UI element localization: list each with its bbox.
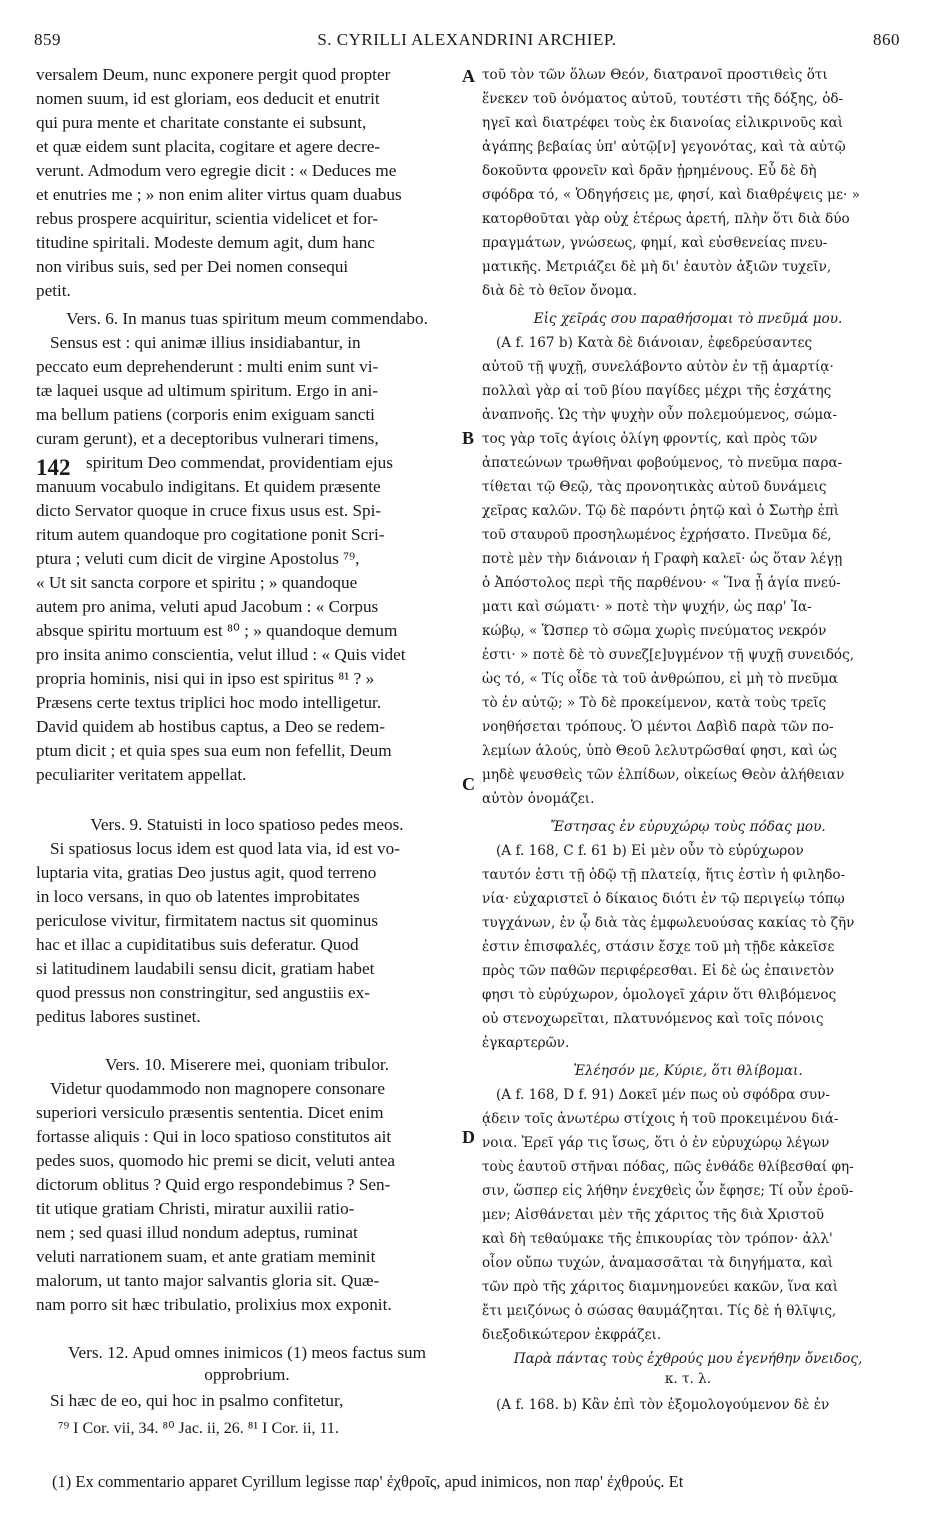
greek-line: νία· εὐχαριστεῖ ὁ δίκαιος διότι ἐν τῷ περιγείῳ τόπῳ — [482, 891, 845, 907]
greek-line: ἕνεκεν τοῦ ὀνόματος αὐτοῦ, τουτέστι τῆς δόξης, ὁδ- — [482, 91, 844, 107]
greek-line: νοηθήσεται τρόπους. Ὁ μέντοι Δαβὶδ παρὰ τῶν πο- — [482, 719, 834, 735]
margin-marker-d: D — [462, 1127, 475, 1147]
latin-line: spiritum Deo commendat, providentiam ejus — [86, 453, 393, 472]
latin-line: Si hæc de eo, qui hoc in psalmo confitetur, — [50, 1391, 344, 1410]
margin-marker-b: B — [462, 428, 475, 448]
greek-line: οὐ στενοχωρεῖται, πλατυνόμενος καὶ τοῖς πόνοις — [482, 1011, 824, 1027]
greek-line: τῶν πρὸ τῆς χάριτος διαμνημονεύει κακῶν, ἵνα καὶ — [482, 1279, 839, 1295]
greek-line: τυγχάνων, ἐν ᾧ διὰ τὰς ἐμφωλευούσας κακίας τὸ ζῆν — [482, 915, 855, 931]
greek-line: κώβῳ, « Ὥσπερ τὸ σῶμα χωρὶς πνεύματος νεκρόν — [482, 623, 827, 639]
greek-line: σιν, ὥσπερ εἰς λήθην ἐνεχθεὶς ὧν ἔφησε; Τί οὖν ἐροῦ- — [482, 1183, 854, 1199]
greek-line: (A f. 167 b) Κατὰ δὲ διάνοιαν, ἐφεδρεύσαντες — [496, 335, 813, 351]
latin-line: autem pro anima, veluti apud Jacobum : « Corpus — [36, 597, 379, 616]
greek-line: τὸ ἐν αὐτῷ; » Τὸ δὲ προκείμενον, κατὰ τοὺς τρεῖς — [482, 695, 827, 711]
greek-line: τίθεται τῷ Θεῷ, τὰς προνοητικὰς αὐτοῦ δυνάμεις — [482, 479, 827, 495]
greek-line: δοκοῦντα φρονεῖν καὶ δρᾶν ᾑρημένους. Εὖ δὲ δὴ — [482, 163, 817, 179]
greek-line: ἐγκαρτερῶν. — [482, 1035, 570, 1051]
greek-line: ἔτι μειζόνως ὁ σώσας θαυμάζηται. Τίς δὲ ἡ θλῖψις, — [482, 1303, 837, 1319]
greek-verse-heading: Παρὰ πάντας τοὺς ἐχθρούς μου ἐγενήθην ὄνειδος, — [513, 1351, 863, 1367]
margin-marker-c: C — [462, 774, 475, 794]
greek-line: ἀγάπης βεβαίας ὑπ' αὐτῷ[ν] γεγονότας, καὶ τὰ αὐτῷ — [482, 139, 846, 155]
latin-line: dictorum oblitus ? Quid ergo respondebimus ? Sen- — [36, 1175, 391, 1194]
greek-line: ᾴδειν τοῖς ἀνωτέρω στίχοις ἡ τοῦ προκειμένου διά- — [482, 1111, 839, 1127]
latin-line: pro insita animo conscientia, velut illud : « Quis videt — [36, 645, 406, 664]
greek-line: ἐστι· » ποτὲ δὲ τὸ συνεζ[ε]υγμένον τῇ ψυχῇ συνειδός, — [482, 647, 855, 663]
greek-line: πραγμάτων, γνώσεως, φημί, καὶ εὐσθενείας πνευ- — [482, 235, 828, 251]
greek-line: ὁ Ἀπόστολος περὶ τῆς παρθένου· « Ἵνα ᾖ ἁγία πνεύ- — [482, 575, 841, 591]
greek-line: τοῦ σταυροῦ προσηλωμένος ἐχρήσατο. Πνεῦμα δέ, — [482, 527, 832, 543]
greek-line: ἀπατεώνων τρωθῆναι φοβούμενος, τὸ πνεῦμα παρα- — [482, 455, 843, 471]
latin-line: peculiariter veritatem appellat. — [36, 765, 247, 784]
greek-line: τος γὰρ τοῖς ἁγίοις ὀλίγη φροντίς, καὶ πρὸς τῶν — [482, 431, 818, 447]
latin-line: periculose vivitur, firmitatem nactus sit quominus — [36, 911, 379, 930]
latin-line: propria hominis, nisi qui in ipso est spiritus ⁸¹ ? » — [36, 669, 375, 688]
greek-verse-heading: Ἔστησας ἐν εὐρυχώρῳ τοὺς πόδας μου. — [550, 819, 826, 835]
greek-line: ταυτόν ἐστι τῇ ὁδῷ τῇ πλατείᾳ, ἥτις ἐστὶν ἡ φιληδο- — [482, 867, 846, 883]
greek-line: μεν; Αἰσθάνεται μὲν τῆς χάριτος τῆς διὰ Χριστοῦ — [482, 1207, 825, 1223]
latin-line: Si spatiosus locus idem est quod lata via, id est vo- — [50, 839, 400, 858]
latin-line: veluti narrationem suam, et ante gratiam meminit — [36, 1247, 376, 1266]
latin-line: et enutries me ; » non enim aliter virtus quam duabus — [36, 185, 402, 204]
marginal-number: 142 — [36, 455, 71, 480]
latin-line: peditus labores sustinet. — [36, 1007, 201, 1026]
greek-line: ἀναπνοῆς. Ὡς τὴν ψυχὴν οὖν πολεμούμενος, σώμα- — [482, 407, 837, 423]
latin-line: ptum dicit ; et quia spes sua eum non fefellit, Deum — [36, 741, 392, 760]
greek-line: χεῖρας καλῶν. Τῷ δὲ παρόντι ῥητῷ καὶ ὁ Σωτὴρ ἐπὶ — [482, 503, 840, 519]
page-number-left: 859 — [34, 30, 61, 49]
latin-line: nomen suum, id est gloriam, eos deducit et enutrit — [36, 89, 380, 108]
greek-line: αὐτοῦ τῇ ψυχῇ, συνελάβοντο αὐτὸν ἐν τῇ ἁμαρτίᾳ· — [482, 359, 834, 375]
greek-line: οἷον οὔπω τυχών, ἀναμασσᾶται τὰ διηγήματα, καὶ — [482, 1255, 834, 1271]
footnotes: ⁷⁹ I Cor. vii, 34. ⁸⁰ Jac. ii, 26. ⁸¹ I Cor. ii, 11. — [58, 1420, 339, 1437]
latin-line: Præsens certe textus triplici hoc modo intelligetur. — [36, 693, 382, 712]
greek-line: φησι τὸ εὐρύχωρον, ὁμολογεῖ χάριν ὅτι θλιβόμενος — [482, 987, 837, 1003]
greek-verse-heading: Ἐλέησόν με, Κύριε, ὅτι θλίβομαι. — [573, 1063, 803, 1079]
latin-line: luptaria vita, gratias Deo justus agit, quod terreno — [36, 863, 377, 882]
latin-line: versalem Deum, nunc exponere pergit quod propter — [36, 65, 391, 84]
verse-heading: Vers. 12. Apud omnes inimicos (1) meos factus sum — [67, 1343, 427, 1362]
running-header — [34, 30, 900, 56]
page-number-right: 860 — [873, 30, 900, 49]
latin-line: Videtur quodammodo non magnopere consonare — [50, 1079, 385, 1098]
latin-line: quod pressus non constringitur, sed angustiis ex- — [36, 983, 370, 1002]
greek-line: ἐστιν ἐπισφαλές, στάσιν ἔσχε τοῦ μὴ τῇδε κἀκεῖσε — [482, 939, 835, 955]
latin-line: rebus prospere acquiritur, scientia videlicet et for- — [36, 209, 379, 228]
latin-line: titudine spiritali. Modeste demum agit, dum hanc — [36, 233, 375, 252]
greek-line: τοὺς ἑαυτοῦ στῆναι πόδας, πῶς ἐνθάδε θλίβεσθαί φη- — [482, 1159, 854, 1175]
latin-line: fortasse aliquis : Qui in loco spatioso constitutos ait — [36, 1127, 392, 1146]
greek-line: ματικῆς. Μετριάζει δὲ μὴ δι' ἑαυτὸν ἀξιῶν τυχεῖν, — [482, 259, 832, 275]
greek-line: καὶ δὴ τεθαύμακε τῆς ἐπικουρίας τὸν τρόπον· ἀλλ' — [482, 1231, 833, 1247]
latin-line: nam porro sit hæc tribulatio, prolixius mox exponit. — [36, 1295, 392, 1314]
greek-line: ηγεῖ καὶ διατρέφει τοὺς ἐκ διανοίας εἰλικρινοῦς καὶ — [482, 115, 844, 131]
latin-line: peccato eum deprehenderunt : multi enim sunt vi- — [36, 357, 379, 376]
greek-line: μηδὲ ψευσθεὶς τῶν ἐλπίδων, οἰκείως Θεὸν ἀλήθειαν — [482, 767, 845, 783]
greek-line: διὰ δὲ τὸ θεῖον ὄνομα. — [482, 283, 638, 299]
greek-line: πρὸς τῶν παθῶν περιφέρεσθαι. Εἰ δὲ ὡς ἐπαινετὸν — [482, 963, 835, 979]
greek-line: τοῦ τὸν τῶν ὅλων Θεόν, διατρανοῖ προστιθεὶς ὅτι — [482, 67, 828, 83]
greek-line: διεξοδικώτερον ἐκφράζει. — [482, 1327, 662, 1343]
latin-line: qui pura mente et charitate constante ei subsunt, — [36, 113, 367, 132]
greek-line: σφόδρα τό, « Ὁδηγήσεις με, φησί, καὶ διαθρέψεις με· » — [482, 187, 860, 203]
margin-marker-a: A — [462, 66, 475, 86]
latin-line: petit. — [36, 281, 71, 300]
latin-line: dicto Servator quoque in cruce fixus usus est. Spi- — [36, 501, 382, 520]
greek-verse-heading: Εἰς χεῖράς σου παραθήσομαι τὸ πνεῦμά μου. — [533, 311, 843, 327]
latin-line: superiori versiculo præsentis sententia. Dicet enim — [36, 1103, 384, 1122]
latin-line: malorum, ut tanto major salvantis gloria sit. Quæ- — [36, 1271, 380, 1290]
latin-line: « Ut sit sancta corpore et spiritu ; » quandoque — [36, 573, 358, 592]
latin-line: non viribus suis, sed per Dei nomen consequi — [36, 257, 349, 276]
latin-line: verunt. Admodum vero egregie dicit : « Deduces me — [36, 161, 397, 180]
greek-line: ματι καὶ σώματι· » ποτὲ τὴν ψυχήν, ὡς παρ' Ἰα- — [482, 599, 812, 615]
latin-line: tæ laquei usque ad ultimum spiritum. Ergo in ani- — [36, 381, 378, 400]
verse-heading: opprobrium. — [204, 1365, 290, 1384]
greek-verse-heading: κ. τ. λ. — [664, 1371, 712, 1387]
greek-line: πολλαὶ γὰρ αἱ τοῦ βίου παγίδες μέχρι τῆς ἐσχάτης — [482, 383, 832, 399]
latin-line: hac et illac a cupiditatibus suis deferatur. Quod — [36, 935, 359, 954]
latin-line: manuum vocabulo indigitans. Et quidem præsente — [36, 477, 381, 496]
verse-heading: Vers. 6. In manus tuas spiritum meum commendabo. — [66, 309, 428, 328]
greek-line: κατορθοῦται γὰρ οὐχ ἑτέρως ἀρετή, πλὴν ὅτι διὰ δύο — [482, 211, 850, 227]
latin-line: ritum autem quandoque pro cogitatione ponit Scri- — [36, 525, 385, 544]
greek-line: ποτὲ μὲν τὴν διάνοιαν ἡ Γραφὴ καλεῖ· ὡς ὅταν λέγῃ — [482, 551, 843, 567]
latin-line: Sensus est : qui animæ illius insidiabantur, in — [50, 333, 361, 352]
greek-line: (A f. 168. b) Κἂν ἐπὶ τὸν ἐξομολογούμενον δὲ ἐν — [496, 1397, 830, 1413]
greek-line: αὐτὸν ὀνομάζει. — [482, 791, 595, 807]
latin-line: David quidem ab hostibus captus, a Deo se redem- — [36, 717, 385, 736]
latin-line: ptura ; veluti cum dicit de virgine Apostolus ⁷⁹, — [36, 549, 360, 568]
latin-line: et quæ eidem sunt placita, cogitare et agere decre- — [36, 137, 381, 156]
greek-line: νοια. Ἐρεῖ γάρ τις ἴσως, ὅτι ὁ ἐν εὐρυχώρῳ λέγων — [482, 1135, 830, 1151]
latin-line: nem ; sed quasi illud nondum adeptus, ruminat — [36, 1223, 358, 1242]
verse-heading: Vers. 9. Statuisti in loco spatioso pedes meos. — [90, 815, 404, 834]
greek-line: ὡς τό, « Τίς οἶδε τὰ τοῦ ἀνθρώπου, εἰ μὴ τὸ πνεῦμα — [482, 671, 838, 687]
latin-line: absque spiritu mortuum est ⁸⁰ ; » quandoque demum — [36, 621, 398, 640]
latin-line: ma bellum patiens (corporis enim exiguam sancti — [36, 405, 375, 424]
bottom-note: (1) Ex commentario apparet Cyrillum legisse παρ' ἐχθροῖς, apud inimicos, non παρ' ἐχθρούς. Et — [52, 1472, 684, 1491]
latin-line: in loco versans, in quo ob latentes improbitates — [36, 887, 360, 906]
greek-line: (A f. 168, D f. 91) Δοκεῖ μέν πως οὐ σφόδρα συν- — [496, 1087, 830, 1103]
latin-line: tit utique gratiam Christi, miratur auxilii ratio- — [36, 1199, 355, 1218]
verse-heading: Vers. 10. Miserere mei, quoniam tribulor. — [104, 1055, 389, 1074]
running-title: S. CYRILLI ALEXANDRINI ARCHIEP. — [317, 30, 617, 49]
latin-line: si latitudinem laudabili sensu dicit, gratiam habet — [36, 959, 375, 978]
latin-line: pedes suos, quomodo hic premi se dicit, veluti antea — [36, 1151, 395, 1170]
latin-line: curam gerunt), et a deceptoribus vulnerari timens, — [36, 429, 379, 448]
greek-line: λεμίων ἁλούς, ὑπὸ Θεοῦ λελυτρῶσθαί φησι, καὶ ὡς — [482, 743, 838, 759]
greek-line: (A f. 168, C f. 61 b) Εἰ μὲν οὖν τὸ εὐρύχωρον — [496, 843, 804, 859]
